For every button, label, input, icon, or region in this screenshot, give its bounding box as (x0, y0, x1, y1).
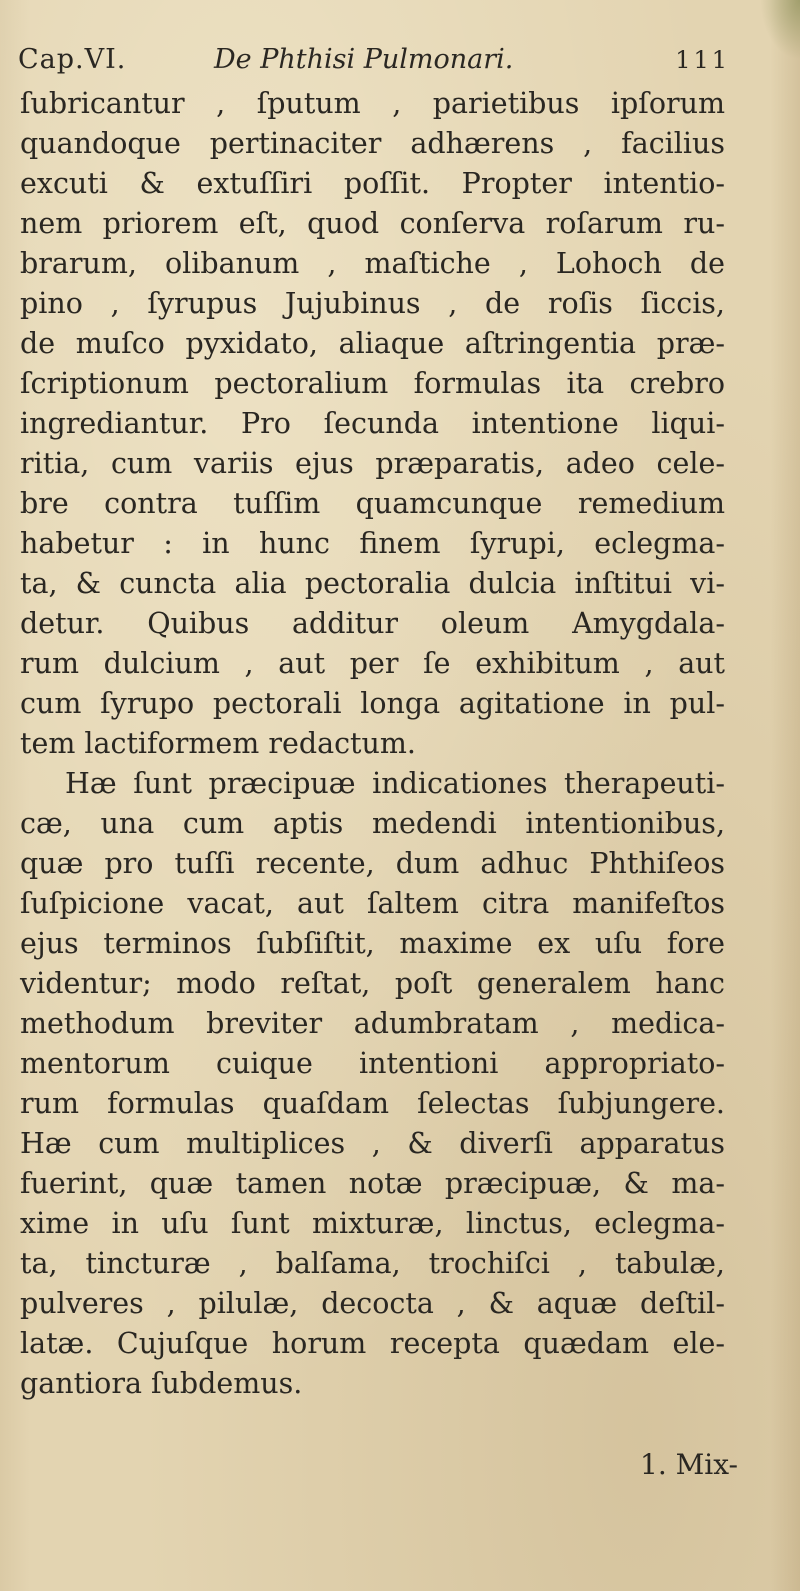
text-line: rum formulas quaſdam ſelectas ſubjungere. (20, 1087, 725, 1120)
text-line: brarum, olibanum , maſtiche , Lohoch de (20, 247, 725, 280)
text-line: ejus terminos ſubſiſtit, maxime ex uſu fore (20, 927, 725, 960)
paragraph-start-line: Hæ ſunt præcipuæ indicationes therapeuti- (65, 767, 725, 800)
text-line: ſubricantur , ſputum , parietibus ipſorum (20, 87, 725, 120)
text-line: ta, & cuncta alia pectoralia dulcia inſtitui vi- (20, 567, 725, 600)
text-line: ſuſpicione vacat, aut ſaltem citra manifeſtos (20, 887, 725, 920)
running-title: De Phthisi Pulmonari. (214, 44, 514, 75)
text-line: ingrediantur. Pro ſecunda intentione liqui- (20, 407, 725, 440)
text-line: de muſco pyxidato, aliaque aſtringentia præ- (20, 327, 725, 360)
paragraph-end-line: tem lactiformem redactum. (20, 727, 416, 760)
text-line: habetur : in hunc finem ſyrupi, eclegma- (20, 527, 725, 560)
text-line: detur. Quibus additur oleum Amygdala- (20, 607, 725, 640)
text-line: pulveres , pilulæ, decocta , & aquæ deſtil- (20, 1287, 725, 1320)
text-line: rum dulcium , aut per ſe exhibitum , aut (20, 647, 725, 680)
paragraph-end-line: gantiora ſubdemus. (20, 1367, 303, 1400)
text-line: bre contra tuſſim quamcunque remedium (20, 487, 725, 520)
text-line: fuerint, quæ tamen notæ præcipuæ, & ma- (20, 1167, 725, 1200)
text-line: latæ. Cujuſque horum recepta quædam ele- (20, 1327, 725, 1360)
text-line: quæ pro tuſſi recente, dum adhuc Phthiſeos (20, 847, 725, 880)
text-line: xime in uſu ſunt mixturæ, linctus, eclegma- (20, 1207, 725, 1240)
text-line: excuti & extuſſiri poſſit. Propter intentio- (20, 167, 725, 200)
text-line: videntur; modo reſtat, poſt generalem hanc (20, 967, 725, 1000)
text-line: quandoque pertinaciter adhærens , facilius (20, 127, 725, 160)
text-line: nem priorem eſt, quod conſerva roſarum ru- (20, 207, 725, 240)
text-line: pino , ſyrupus Jujubinus , de roſis ſiccis, (20, 287, 725, 320)
paper-stain (760, 0, 800, 60)
page-number: 111 (675, 46, 730, 74)
body-text (20, 84, 725, 1404)
text-line: methodum breviter adumbratam , medica- (20, 1007, 725, 1040)
text-line: Hæ cum multiplices , & diverſi apparatus (20, 1127, 725, 1160)
text-line: ritia, cum variis ejus præparatis, adeo cele- (20, 447, 725, 480)
text-line: ſcriptionum pectoralium formulas ita crebro (20, 367, 725, 400)
text-line: cum ſyrupo pectorali longa agitatione in pul- (20, 687, 725, 720)
text-line: ta, tincturæ , balſama, trochiſci , tabulæ, (20, 1247, 725, 1280)
chapter-heading: Cap.VI. (18, 44, 127, 75)
text-line: cæ, una cum aptis medendi intentionibus, (20, 807, 725, 840)
text-line: mentorum cuique intentioni appropriato- (20, 1047, 725, 1080)
catchword: 1. Mix- (640, 1448, 738, 1481)
running-header (18, 40, 730, 80)
